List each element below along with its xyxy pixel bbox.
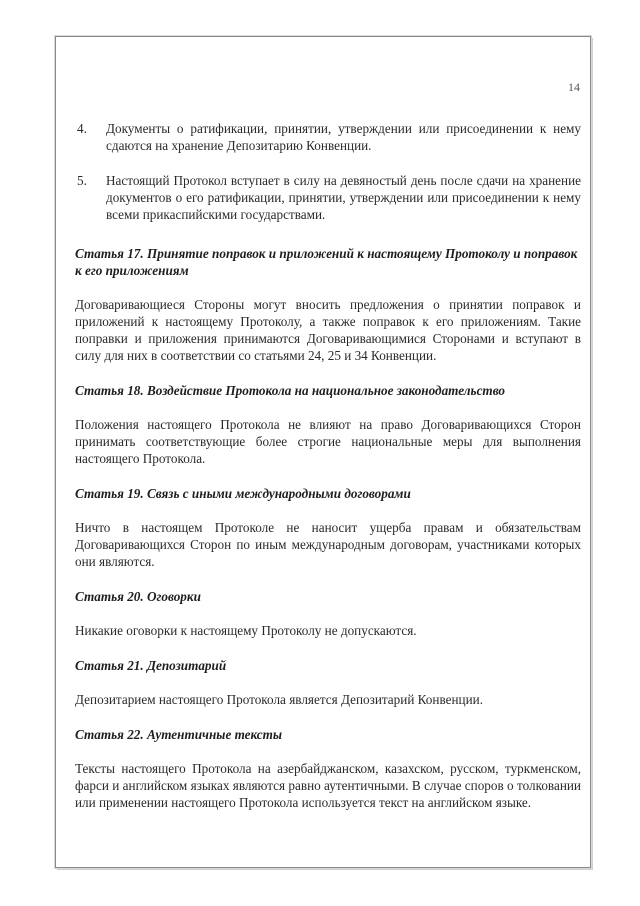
page-number: 14 bbox=[568, 80, 580, 94]
article-19-heading: Статья 19. Связь с иными международными договорами bbox=[75, 486, 411, 501]
article-18-text: Положения настоящего Протокола не влияют на право Договаривающихся Сторон принимать соответствующие более строгие национальные меры для выполнения настоящего Протокола. bbox=[75, 417, 581, 466]
article-19-text: Ничто в настоящем Протоколе не наносит ущерба правам и обязательствам Договаривающихся Сторон по иным международным договорам, участниками которых они являются. bbox=[75, 520, 581, 569]
list-number: 5. bbox=[77, 173, 87, 188]
article-17-heading: Статья 17. Принятие поправок и приложений к настоящему Протоколу и поправок к его приложениям bbox=[75, 246, 578, 278]
list-text: Настоящий Протокол вступает в силу на девяностый день после сдачи на хранение документов о его ратификации, принятии, утверждении или присоединении к нему всеми прикаспийскими государствами. bbox=[106, 173, 581, 222]
article-21-heading: Статья 21. Депозитарий bbox=[75, 658, 227, 673]
article-20-heading: Статья 20. Оговорки bbox=[75, 589, 201, 604]
list-text: Документы о ратификации, принятии, утверждении или присоединении к нему сдаются на хранение Депозитарию Конвенции. bbox=[106, 121, 581, 153]
list-number: 4. bbox=[77, 121, 87, 136]
article-18-heading: Статья 18. Воздействие Протокола на национальное законодательство bbox=[75, 383, 506, 398]
article-17-text: Договаривающиеся Стороны могут вносить предложения о принятии поправок и приложений к настоящему Протоколу, а также поправок к его приложениям. Такие поправки и приложения принимаются Договаривающимися Сторонами и вступают в силу для них в соответствии со статьями 24, 25 и 34 Конвенции. bbox=[75, 297, 581, 363]
article-20-text: Никакие оговорки к настоящему Протоколу не допускаются. bbox=[75, 623, 417, 638]
article-22-heading: Статья 22. Аутентичные тексты bbox=[75, 727, 282, 742]
article-22-text: Тексты настоящего Протокола на азербайджанском, казахском, русском, туркменском, фарси и английском языках являются равно аутентичными. В случае споров о толковании или применении настоящего Протокола используется текст на английском языке. bbox=[75, 761, 581, 810]
document-body bbox=[75, 120, 581, 829]
article-21-text: Депозитарием настоящего Протокола является Депозитарий Конвенции. bbox=[75, 692, 483, 707]
list-item-5 bbox=[75, 172, 581, 223]
list-item-4 bbox=[75, 120, 581, 154]
